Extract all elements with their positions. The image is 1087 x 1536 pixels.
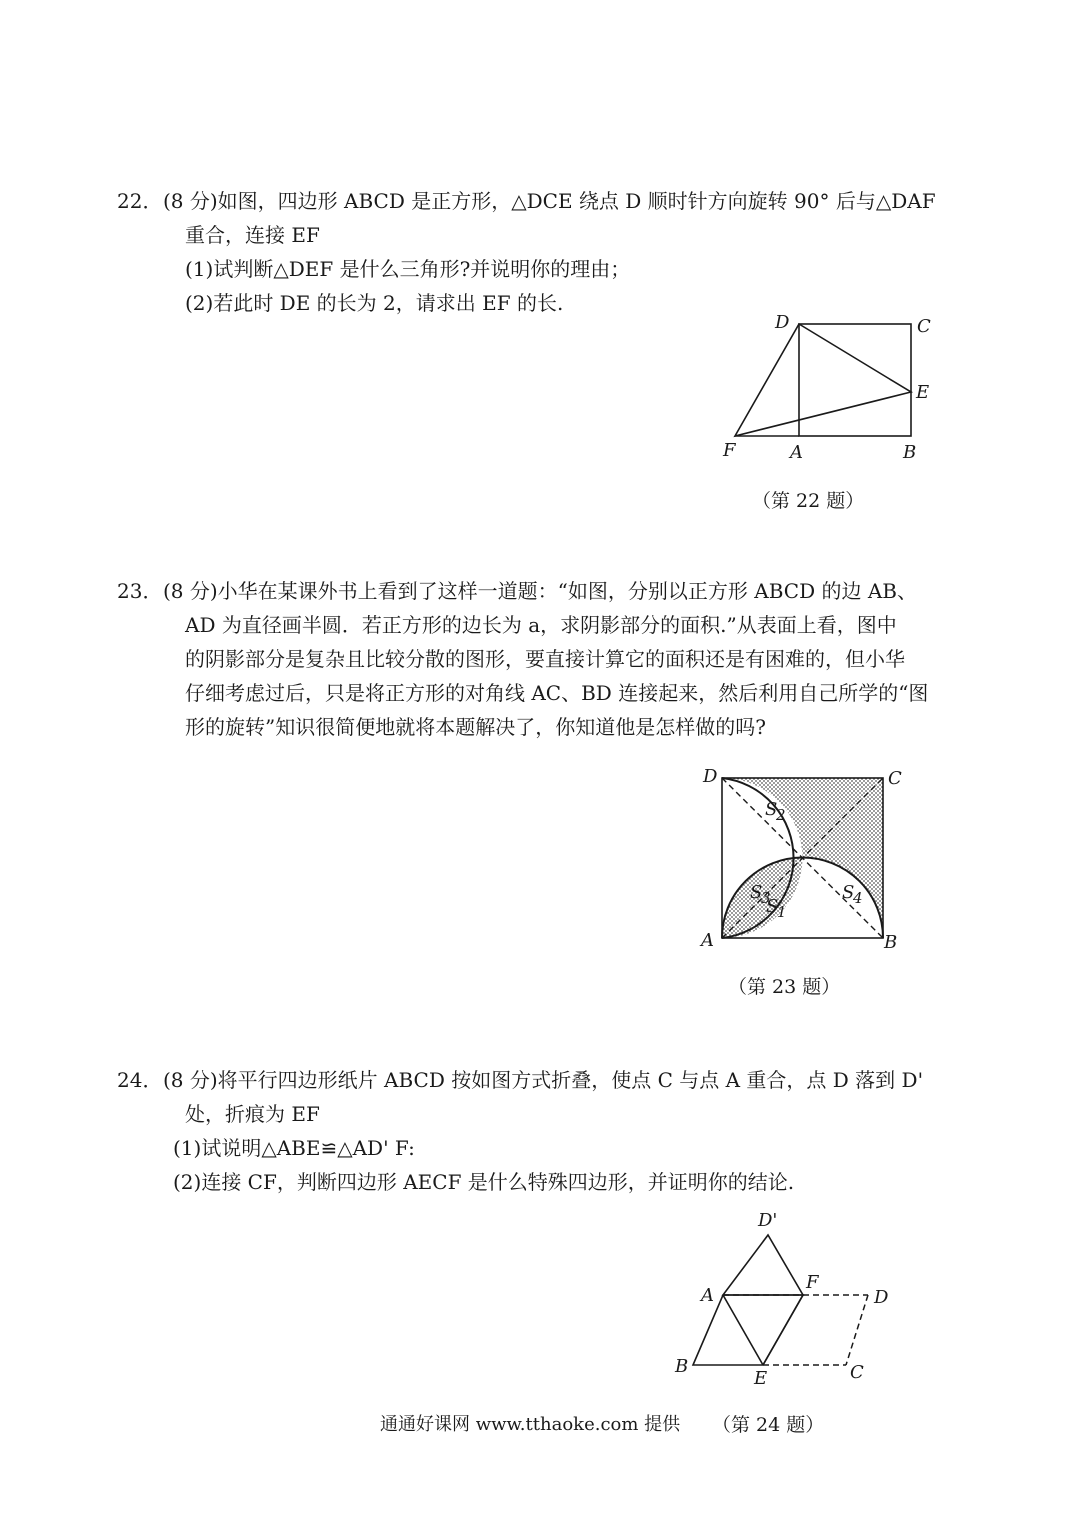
question-text-cont: 的阴影部分是复杂且比较分散的图形，要直接计算它的面积还是有困难的，但小华 <box>185 647 905 671</box>
label-s3-subscript: 3 <box>761 889 771 907</box>
label-s3: S <box>750 882 763 903</box>
label-s4: S <box>842 882 855 903</box>
label-a: A <box>790 442 803 463</box>
label-b: B <box>903 442 917 463</box>
figure-23 <box>695 760 915 955</box>
label-d-prime: D' <box>758 1210 778 1231</box>
caption-24: （第 24 题） <box>712 1414 825 1436</box>
question-text-cont: 重合，连接 EF <box>185 223 320 247</box>
label-s1: S <box>766 896 779 917</box>
label-a: A <box>701 1285 714 1306</box>
label-c: C <box>888 768 902 789</box>
question-23 <box>117 574 977 744</box>
label-b: B <box>675 1356 689 1377</box>
caption-23: （第 23 题） <box>728 976 841 998</box>
label-a: A <box>701 930 714 951</box>
label-f: F <box>723 440 736 461</box>
dashed-dc <box>846 1295 868 1365</box>
label-f: F <box>806 1272 819 1293</box>
label-c: C <box>850 1362 864 1383</box>
figure-24 <box>668 1210 898 1390</box>
question-24 <box>117 1063 977 1199</box>
question-text-cont: 处，折痕为 EF <box>185 1102 320 1126</box>
label-d: D <box>775 312 790 333</box>
question-23-head <box>117 574 977 608</box>
question-22 <box>117 184 977 320</box>
segment-ae <box>723 1295 763 1365</box>
label-d: D <box>703 766 718 787</box>
label-e: E <box>754 1368 768 1389</box>
question-text: (8 分)如图，四边形 ABCD 是正方形，△DCE 绕点 D 顺时针方向旋转 90° 后与△DAF <box>163 189 936 213</box>
question-number: 23． <box>117 579 163 603</box>
triangle-def <box>735 324 911 436</box>
label-e: E <box>916 382 930 403</box>
label-d: D <box>874 1287 889 1308</box>
fold-line-ef <box>763 1295 803 1365</box>
question-number: 22． <box>117 189 163 213</box>
question-22-head <box>117 184 977 218</box>
figure-22 <box>715 310 945 470</box>
sub-question-2: (2)若此时 DE 的长为 2，请求出 EF 的长. <box>185 291 564 315</box>
label-c: C <box>917 316 931 337</box>
label-s1-subscript: 1 <box>777 903 787 921</box>
question-24-head <box>117 1063 977 1097</box>
sub-question-1: (1)试判断△DEF 是什么三角形?并说明你的理由； <box>185 257 631 281</box>
label-s4-subscript: 4 <box>853 889 863 907</box>
question-text-cont: AD 为直径画半圆．若正方形的边长为 a，求阴影部分的面积.”从表面上看，图中 <box>185 613 897 637</box>
sub-question-2: (2)连接 CF，判断四边形 AECF 是什么特殊四边形，并证明你的结论. <box>173 1170 795 1194</box>
question-text: (8 分)将平行四边形纸片 ABCD 按如图方式折叠，使点 C 与点 A 重合，点 D 落到 D' <box>163 1068 924 1092</box>
square-abcd <box>799 324 911 436</box>
label-s2-subscript: 2 <box>776 806 786 824</box>
label-s2: S <box>765 799 778 820</box>
question-text-cont: 形的旋转”知识很简便地就将本题解决了，你知道他是怎样做的吗? <box>185 715 766 739</box>
caption-22: （第 22 题） <box>752 490 865 512</box>
footer-source: 通通好课网 www.tthaoke.com 提供 <box>380 1414 681 1435</box>
label-b: B <box>884 932 898 953</box>
question-text-cont: 仔细考虑过后，只是将正方形的对角线 AC、BD 连接起来，然后利用自己所学的“图 <box>185 681 929 705</box>
sub-question-1: (1)试说明△ABE≌△AD' F: <box>173 1136 415 1160</box>
triangle-ad-f <box>723 1235 803 1295</box>
question-text: (8 分)小华在某课外书上看到了这样一道题：“如图，分别以正方形 ABCD 的边 AB、 <box>163 579 917 603</box>
question-number: 24． <box>117 1068 163 1092</box>
